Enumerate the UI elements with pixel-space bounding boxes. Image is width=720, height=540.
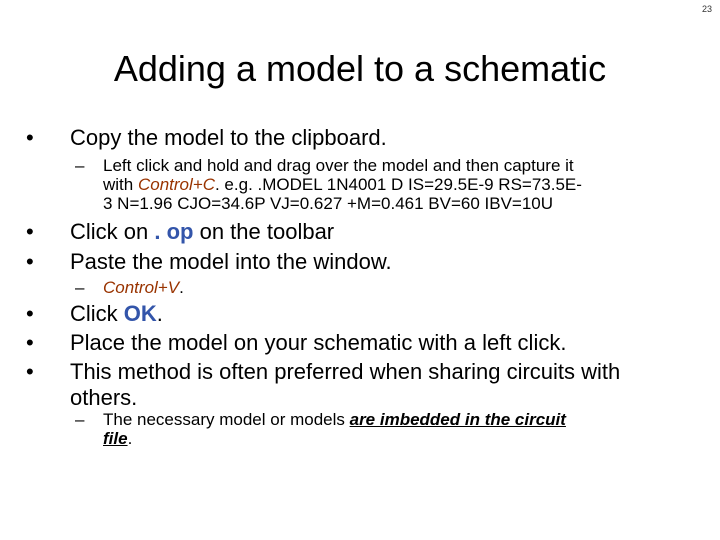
subbullet-line: 3 N=1.96 CJO=34.6P VJ=0.627 +M=0.461 BV=60 IBV=10U (103, 194, 554, 213)
bullet-marker: • (26, 330, 34, 355)
bullet-marker: • (26, 125, 34, 150)
bullet-text: Paste the model into the window. (70, 249, 392, 274)
model-example: . e.g. .MODEL 1N4001 D IS=29.5E-9 RS=73.5E- (214, 175, 582, 194)
bullet-text: This method is often preferred when sharing circuits with others. (70, 359, 621, 410)
emphasized-text: file (103, 429, 128, 448)
ok-command: OK (123, 301, 157, 326)
dash-marker: – (75, 410, 85, 429)
bullet-marker: • (26, 359, 34, 384)
op-command: . op (154, 219, 194, 244)
dash-marker: – (75, 156, 85, 175)
slide-title: Adding a model to a schematic (113, 48, 607, 89)
bullet-text: Copy the model to the clipboard. (70, 125, 387, 150)
dash-marker: – (75, 278, 85, 297)
bullet-marker: • (26, 249, 34, 274)
bullet-text: Click on . op on the toolbar (70, 219, 335, 244)
control-v-shortcut: Control+V (103, 278, 180, 297)
emphasized-text: are imbedded in the circuit (349, 410, 566, 429)
bullet-text: Place the model on your schematic with a left click. (70, 330, 567, 355)
bullet-marker: • (26, 219, 34, 244)
control-c-shortcut: Control+C (137, 175, 215, 194)
bullet-text: Click OK. (70, 301, 163, 326)
bullet-marker: • (26, 301, 34, 326)
subbullet-line: Left click and hold and drag over the model and then capture it (103, 156, 574, 175)
page-number: 23 (701, 4, 712, 14)
subbullet-line: with Control+C. e.g. .MODEL 1N4001 D IS=29.5E-9 RS=73.5E- (103, 175, 582, 194)
